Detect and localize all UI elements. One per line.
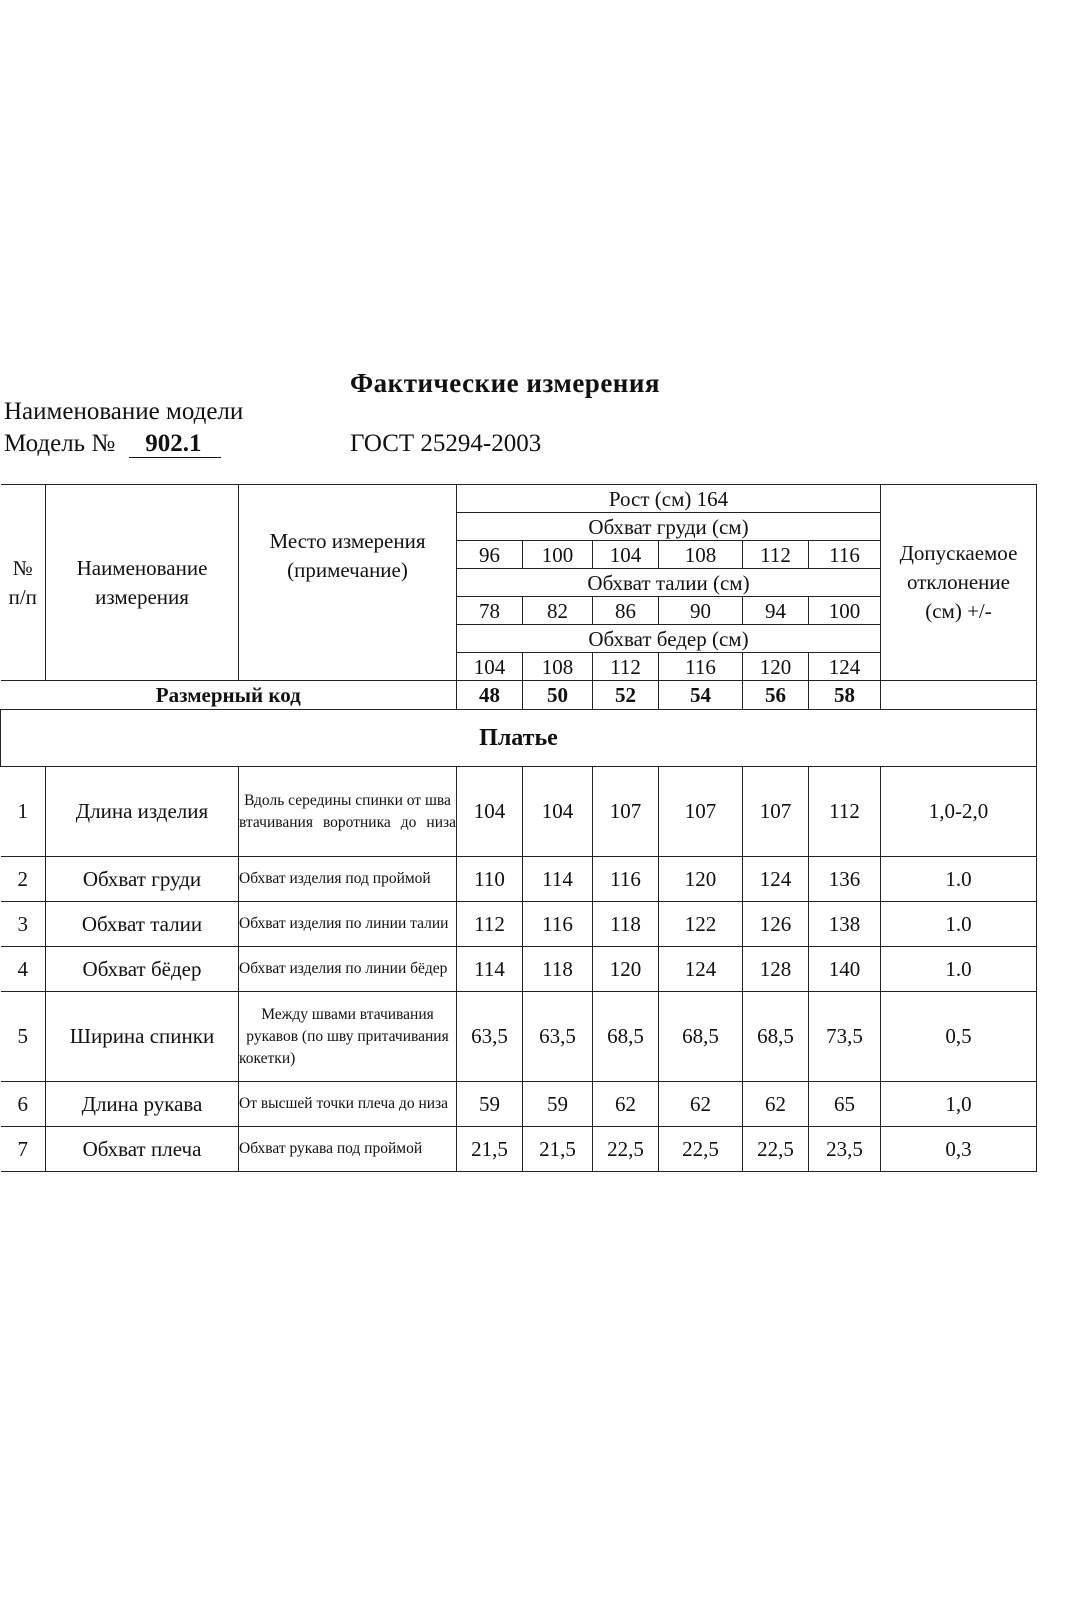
size-code: 56: [743, 681, 809, 710]
row-value: 126: [743, 902, 809, 947]
row-value: 63,5: [523, 992, 593, 1082]
chest-value: 96: [457, 541, 523, 569]
row-name: Ширина спинки: [46, 992, 239, 1082]
row-place: Вдоль середины спинки от шва втачивания воротника до низа: [239, 767, 457, 857]
row-value: 59: [457, 1082, 523, 1127]
row-value: 21,5: [457, 1127, 523, 1172]
measurements-table: [0, 484, 1037, 1172]
row-value: 59: [523, 1082, 593, 1127]
row-value: 124: [743, 857, 809, 902]
hips-value: 120: [743, 653, 809, 681]
row-tolerance: 1.0: [881, 857, 1037, 902]
row-value: 73,5: [809, 992, 881, 1082]
row-name: Длина рукава: [46, 1082, 239, 1127]
row-place: От высшей точки плеча до низа: [239, 1082, 457, 1127]
chest-value: 108: [659, 541, 743, 569]
chest-value: 104: [593, 541, 659, 569]
row-tolerance: 0,5: [881, 992, 1037, 1082]
header-num: [1, 485, 46, 681]
row-value: 124: [659, 947, 743, 992]
header-tolerance: [881, 485, 1037, 681]
waist-label: Обхват талии (см): [457, 569, 881, 597]
chest-label: Обхват груди (см): [457, 513, 881, 541]
size-code-row: [1, 681, 1037, 710]
row-name: Длина изделия: [46, 767, 239, 857]
hips-value: 108: [523, 653, 593, 681]
model-number-label: Модель №: [4, 430, 116, 457]
row-value: 107: [593, 767, 659, 857]
row-tolerance: 1.0: [881, 902, 1037, 947]
row-value: 62: [743, 1082, 809, 1127]
row-num: 5: [1, 992, 46, 1082]
row-value: 112: [457, 902, 523, 947]
model-number: 902.1: [129, 431, 221, 458]
row-value: 62: [659, 1082, 743, 1127]
row-value: 114: [523, 857, 593, 902]
header-tolerance-line2: отклонение: [907, 570, 1010, 594]
row-place: Между швами втачивания рукавов (по шву притачивания кокетки): [239, 992, 457, 1082]
row-value: 23,5: [809, 1127, 881, 1172]
row-value: 21,5: [523, 1127, 593, 1172]
row-value: 116: [523, 902, 593, 947]
row-value: 120: [659, 857, 743, 902]
size-code-empty: [881, 681, 1037, 710]
size-code: 50: [523, 681, 593, 710]
model-name-label: Наименование модели: [4, 398, 244, 425]
row-value: 112: [809, 767, 881, 857]
row-tolerance: 1,0-2,0: [881, 767, 1037, 857]
row-value: 114: [457, 947, 523, 992]
size-code: 52: [593, 681, 659, 710]
waist-value: 90: [659, 597, 743, 625]
header-name: [46, 485, 239, 681]
row-value: 22,5: [593, 1127, 659, 1172]
row-value: 62: [593, 1082, 659, 1127]
row-name: Обхват груди: [46, 857, 239, 902]
row-value: 107: [659, 767, 743, 857]
row-value: 68,5: [743, 992, 809, 1082]
waist-value: 86: [593, 597, 659, 625]
table-row: [1, 1127, 1037, 1172]
hips-value: 116: [659, 653, 743, 681]
hips-value: 112: [593, 653, 659, 681]
waist-value: 100: [809, 597, 881, 625]
table-row: [1, 902, 1037, 947]
document-title: Фактические измерения: [349, 368, 661, 398]
row-name: Обхват бёдер: [46, 947, 239, 992]
row-num: 1: [1, 767, 46, 857]
chest-value: 116: [809, 541, 881, 569]
row-value: 120: [593, 947, 659, 992]
header-num-line1: №: [12, 555, 33, 580]
size-code-label: Размерный код: [1, 681, 457, 710]
row-value: 63,5: [457, 992, 523, 1082]
row-tolerance: 1.0: [881, 947, 1037, 992]
row-num: 3: [1, 902, 46, 947]
header-name-line1: Наименование: [76, 555, 208, 580]
section-title: Платье: [1, 710, 1037, 767]
size-code: 58: [809, 681, 881, 710]
size-code: 54: [659, 681, 743, 710]
size-code: 48: [457, 681, 523, 710]
row-value: 118: [593, 902, 659, 947]
row-value: 104: [457, 767, 523, 857]
row-value: 116: [593, 857, 659, 902]
row-value: 122: [659, 902, 743, 947]
header-tolerance-line1: Допускаемое: [899, 541, 1018, 565]
row-value: 140: [809, 947, 881, 992]
table-row: [1, 947, 1037, 992]
header-place-line1: Место измерения: [269, 529, 426, 553]
row-value: 68,5: [593, 992, 659, 1082]
hips-value: 104: [457, 653, 523, 681]
row-value: 104: [523, 767, 593, 857]
row-value: 138: [809, 902, 881, 947]
table-row: [1, 992, 1037, 1082]
model-number-line: [4, 430, 221, 458]
waist-value: 94: [743, 597, 809, 625]
row-value: 22,5: [659, 1127, 743, 1172]
header-num-line2: п/п: [8, 584, 37, 609]
waist-value: 78: [457, 597, 523, 625]
row-tolerance: 1,0: [881, 1082, 1037, 1127]
row-num: 7: [1, 1127, 46, 1172]
header-place-line2: (примечание): [287, 558, 408, 582]
row-name: Обхват плеча: [46, 1127, 239, 1172]
row-place: Обхват изделия по линии талии: [239, 902, 457, 947]
header-place: [239, 485, 457, 681]
row-tolerance: 0,3: [881, 1127, 1037, 1172]
row-place: Обхват изделия под проймой: [239, 857, 457, 902]
table-row: [1, 857, 1037, 902]
row-name: Обхват талии: [46, 902, 239, 947]
chest-value: 112: [743, 541, 809, 569]
height-label: Рост (см) 164: [457, 485, 881, 513]
row-value: 68,5: [659, 992, 743, 1082]
row-place: Обхват изделия по линии бёдер: [239, 947, 457, 992]
table-row: [1, 1082, 1037, 1127]
header-tolerance-line3: (см) +/-: [925, 599, 992, 623]
row-value: 110: [457, 857, 523, 902]
row-value: 65: [809, 1082, 881, 1127]
row-num: 2: [1, 857, 46, 902]
chest-value: 100: [523, 541, 593, 569]
row-num: 4: [1, 947, 46, 992]
row-value: 22,5: [743, 1127, 809, 1172]
row-place: Обхват рукава под проймой: [239, 1127, 457, 1172]
hips-value: 124: [809, 653, 881, 681]
table-row: [1, 767, 1037, 857]
row-value: 107: [743, 767, 809, 857]
waist-value: 82: [523, 597, 593, 625]
standard-label: ГОСТ 25294-2003: [350, 430, 542, 457]
row-num: 6: [1, 1082, 46, 1127]
header-name-line2: измерения: [95, 584, 189, 609]
row-value: 136: [809, 857, 881, 902]
row-value: 128: [743, 947, 809, 992]
hips-label: Обхват бедер (см): [457, 625, 881, 653]
row-value: 118: [523, 947, 593, 992]
